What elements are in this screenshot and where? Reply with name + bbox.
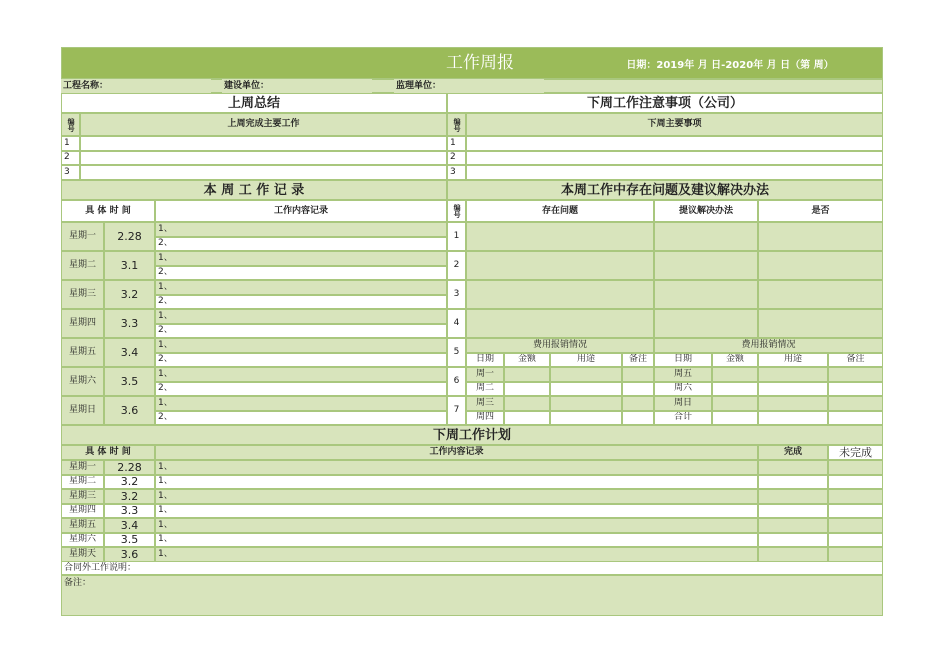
record-date: 3.6 [104,396,155,425]
expense-value-left[interactable] [622,382,654,397]
record-day: 星期三 [61,280,104,309]
expense-value-left[interactable] [622,411,654,426]
record-item-2[interactable]: 2、 [155,353,447,368]
notes-row-item[interactable] [466,151,883,166]
plan-undone-cell[interactable] [828,533,883,548]
problems-col-yesno: 是否 [758,200,883,222]
notes-row-item[interactable] [466,165,883,180]
record-item-1[interactable]: 1、 [155,280,447,295]
plan-day: 星期四 [61,504,104,519]
expense-day-right: 合计 [654,411,712,426]
record-item-1[interactable]: 1、 [155,251,447,266]
last-week-row-work[interactable] [80,136,447,151]
record-item-1[interactable]: 1、 [155,309,447,324]
expense-value-right[interactable] [712,367,758,382]
record-item-2[interactable]: 2、 [155,411,447,426]
plan-col-content: 工作内容记录 [155,445,758,460]
next-week-plan-title: 下周工作计划 [61,425,883,445]
yesno-cell[interactable] [758,222,883,251]
expense-value-right[interactable] [712,411,758,426]
plan-date: 3.4 [104,518,155,533]
notes-col-no: 编号 [447,113,466,136]
plan-undone-cell[interactable] [828,504,883,519]
expense-header-right: 用途 [758,353,828,368]
expense-value-left[interactable] [504,367,550,382]
problems-title: 本周工作中存在问题及建议解决办法 [447,180,883,200]
plan-col-undone: 未完成 [828,445,883,460]
yesno-cell[interactable] [758,309,883,338]
expense-header-right: 日期 [654,353,712,368]
date-range: 日期：2019年 月 日-2020年 月 日（第 周） [600,58,860,74]
plan-done-cell[interactable] [758,518,828,533]
expense-value-right[interactable] [712,396,758,411]
last-week-row-work[interactable] [80,165,447,180]
expense-value-left[interactable] [550,367,622,382]
notes-row-no: 3 [447,165,466,180]
plan-done-cell[interactable] [758,475,828,490]
extra-work-note[interactable]: 合同外工作说明： [61,561,883,575]
record-day: 星期四 [61,309,104,338]
expense-header-right: 备注 [828,353,883,368]
plan-col-time: 具 体 时 间 [61,445,155,460]
expense-day-right: 周五 [654,367,712,382]
record-col-time: 具 体 时 间 [61,200,155,222]
expense-header-right: 金额 [712,353,758,368]
last-week-row-work[interactable] [80,151,447,166]
expense-header-left: 用途 [550,353,622,368]
solution-cell[interactable] [654,280,758,309]
expense-value-left[interactable] [504,382,550,397]
record-day: 星期日 [61,396,104,425]
record-date: 3.2 [104,280,155,309]
problems-row-no: 7 [447,396,466,425]
last-week-col-work: 上周完成主要工作 [80,113,447,136]
last-week-row-no: 1 [61,136,80,151]
expense-value-left[interactable] [622,367,654,382]
expense-header-left: 金额 [504,353,550,368]
builder-label: 建设单位： [222,79,372,93]
record-date: 3.3 [104,309,155,338]
plan-day: 星期五 [61,518,104,533]
record-day: 星期二 [61,251,104,280]
yesno-cell[interactable] [758,251,883,280]
problems-row-no: 5 [447,338,466,367]
record-date: 3.1 [104,251,155,280]
problem-cell[interactable] [466,251,654,280]
plan-undone-cell[interactable] [828,475,883,490]
record-item-1[interactable]: 1、 [155,367,447,382]
project-name-label: 工程名称： [61,79,211,93]
expense-value-left[interactable] [550,411,622,426]
expense-value-right[interactable] [828,411,883,426]
solution-cell[interactable] [654,222,758,251]
problems-col-problem: 存在问题 [466,200,654,222]
record-day: 星期六 [61,367,104,396]
expense-header-left: 备注 [622,353,654,368]
plan-done-cell[interactable] [758,460,828,475]
last-week-col-no: 编号 [61,113,80,136]
expense-value-left[interactable] [504,396,550,411]
plan-date: 3.2 [104,475,155,490]
expense-day-right: 周六 [654,382,712,397]
plan-day: 星期天 [61,547,104,562]
problem-cell[interactable] [466,309,654,338]
solution-cell[interactable] [654,251,758,280]
expense-value-left[interactable] [622,396,654,411]
record-date: 2.28 [104,222,155,251]
plan-date: 3.5 [104,533,155,548]
plan-content[interactable]: 1、 [155,518,758,533]
plan-done-cell[interactable] [758,504,828,519]
plan-day: 星期一 [61,460,104,475]
notes-row-no: 1 [447,136,466,151]
expense-value-left[interactable] [550,382,622,397]
last-week-title: 上周总结 [61,93,447,113]
expense-value-right[interactable] [758,382,828,397]
yesno-cell[interactable] [758,280,883,309]
expense-value-right[interactable] [758,396,828,411]
record-item-2[interactable]: 2、 [155,324,447,339]
plan-done-cell[interactable] [758,533,828,548]
expense-day-right: 周日 [654,396,712,411]
plan-undone-cell[interactable] [828,489,883,504]
expense-value-right[interactable] [758,411,828,426]
record-item-1[interactable]: 1、 [155,222,447,237]
expense-day-left: 周三 [466,396,504,411]
problem-cell[interactable] [466,222,654,251]
record-day: 星期一 [61,222,104,251]
record-item-2[interactable]: 2、 [155,295,447,310]
plan-day: 星期六 [61,533,104,548]
record-date: 3.4 [104,338,155,367]
notes-col-items: 下周主要事项 [466,113,883,136]
record-item-2[interactable]: 2、 [155,266,447,281]
record-col-content: 工作内容记录 [155,200,447,222]
expense-value-right[interactable] [828,367,883,382]
plan-done-cell[interactable] [758,489,828,504]
problems-row-no: 4 [447,309,466,338]
solution-cell[interactable] [654,309,758,338]
last-week-row-no: 3 [61,165,80,180]
problems-row-no: 6 [447,367,466,396]
plan-undone-cell[interactable] [828,460,883,475]
notes-row-no: 2 [447,151,466,166]
supervisor-label: 监理单位： [394,79,544,93]
plan-content[interactable]: 1、 [155,547,758,562]
record-day: 星期五 [61,338,104,367]
problems-col-solution: 提议解决办法 [654,200,758,222]
expense-day-left: 周二 [466,382,504,397]
expense-value-right[interactable] [828,382,883,397]
notes-row-item[interactable] [466,136,883,151]
expense-header-left: 日期 [466,353,504,368]
expense-value-right[interactable] [828,396,883,411]
plan-content[interactable]: 1、 [155,489,758,504]
plan-content[interactable]: 1、 [155,475,758,490]
expense-day-left: 周一 [466,367,504,382]
record-item-1[interactable]: 1、 [155,396,447,411]
plan-date: 3.6 [104,547,155,562]
next-week-notes-title: 下周工作注意事项（公司） [447,93,883,113]
problems-col-no: 编号 [447,200,466,222]
problems-row-no: 1 [447,222,466,251]
expense-value-right[interactable] [758,367,828,382]
remarks-note[interactable]: 备注： [61,575,883,616]
expense-day-left: 周四 [466,411,504,426]
expenses-title-left: 费用报销情况 [466,338,654,353]
record-item-2[interactable]: 2、 [155,382,447,397]
plan-date: 3.2 [104,489,155,504]
last-week-row-no: 2 [61,151,80,166]
plan-date: 3.3 [104,504,155,519]
record-item-1[interactable]: 1、 [155,338,447,353]
problems-row-no: 2 [447,251,466,280]
plan-done-cell[interactable] [758,547,828,562]
plan-date: 2.28 [104,460,155,475]
plan-content[interactable]: 1、 [155,460,758,475]
record-item-2[interactable]: 2、 [155,237,447,252]
plan-undone-cell[interactable] [828,547,883,562]
report-title: 工作周报 [400,48,560,78]
plan-day: 星期三 [61,489,104,504]
problem-cell[interactable] [466,280,654,309]
expense-value-left[interactable] [550,396,622,411]
record-date: 3.5 [104,367,155,396]
problems-row-no: 3 [447,280,466,309]
plan-content[interactable]: 1、 [155,504,758,519]
this-week-record-title: 本 周 工 作 记 录 [61,180,447,200]
plan-col-done: 完成 [758,445,828,460]
expense-value-right[interactable] [712,382,758,397]
plan-day: 星期二 [61,475,104,490]
expense-value-left[interactable] [504,411,550,426]
plan-content[interactable]: 1、 [155,533,758,548]
expenses-title-right: 费用报销情况 [654,338,883,353]
plan-undone-cell[interactable] [828,518,883,533]
